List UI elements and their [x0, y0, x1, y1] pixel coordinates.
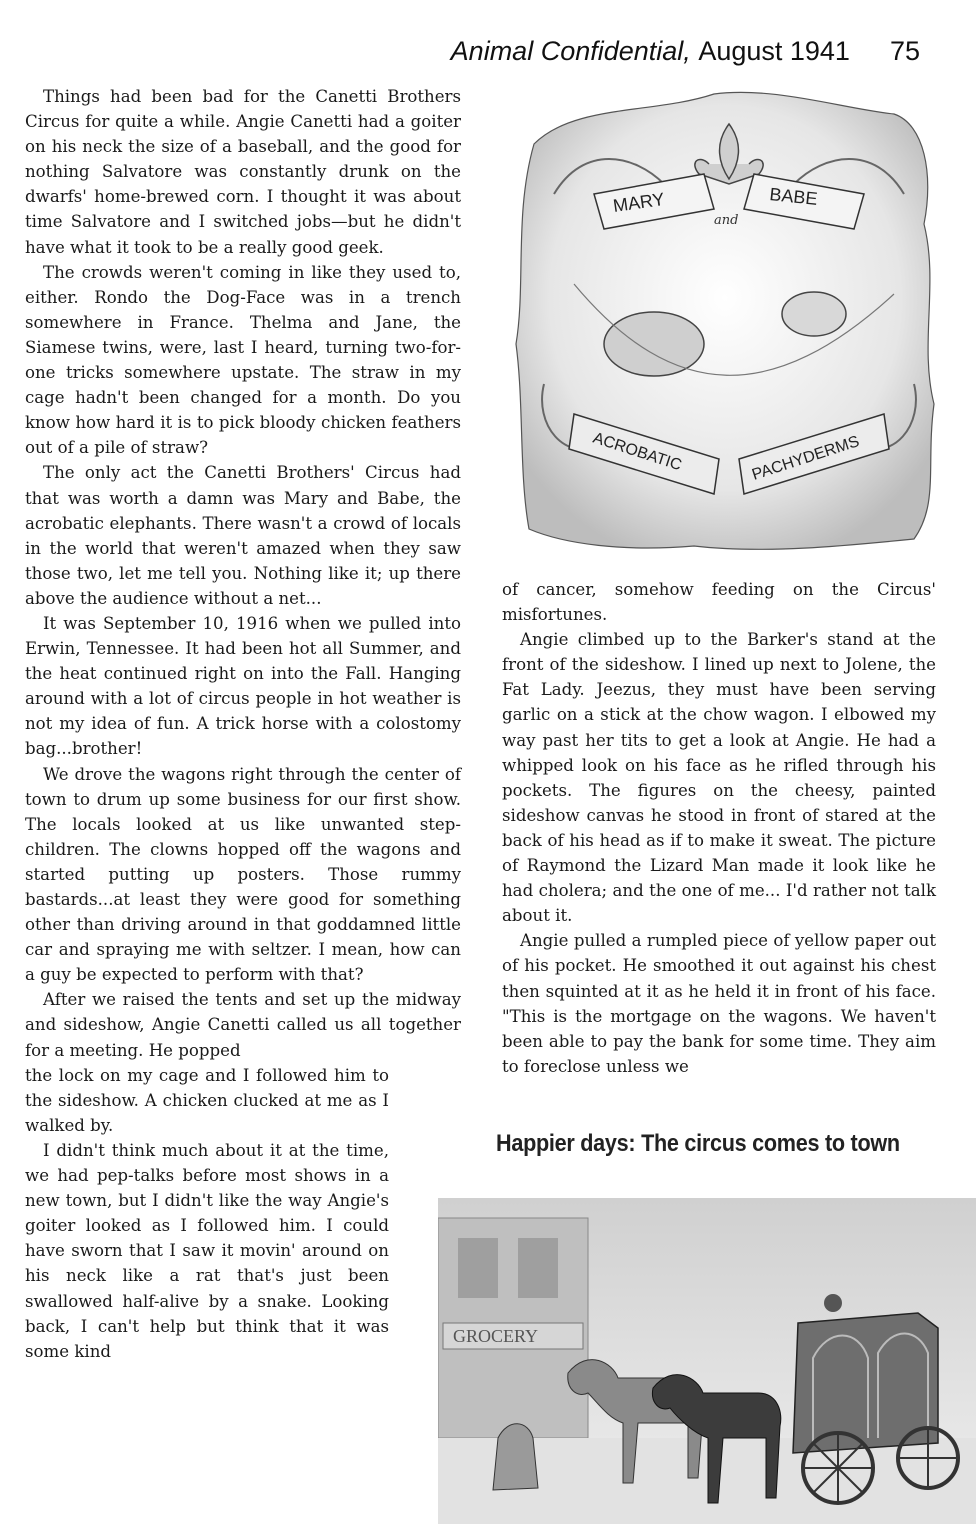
ribbon-text-pachyderms: PACHYDERMS [749, 433, 862, 484]
page-number: 75 [889, 36, 920, 66]
paragraph: Things had been bad for the Canetti Brothers Circus for quite a while. Angie Canetti had a goiter on his neck the size of a baseball, and the good for nothing Salvatore was constantly drunk on the dwarfs' home-brewed corn. I thought it was about time Salvatore and I switched jobs—but he didn't have what it took to be a really good geek. [25, 87, 461, 257]
paragraph: The crowds weren't coming in like they used to, either. Rondo the Dog-Face was in a trench somewhere in France. Thelma and Jane, the Siamese twins, were, last I heard, turning two-for-one tricks somewhere upstate. The straw in my cage hadn't been changed for a month. Do you know how hard it is to pick bloody chicken feathers out of a pile of straw? [25, 262, 461, 458]
paragraph: Angie climbed up to the Barker's stand at the front of the sideshow. I lined up next to Jolene, the Fat Lady. Jeezus, they must have been serving garlic on a stick at the chow wagon. I elbowed my way past her tits to get a look at Angie. He had a whipped look on his face as he rifled through his pockets. The figures on the cheesy, painted sideshow canvas he stood in front of stared at the back of his head as if to make it sweat. The picture of Raymond the Lizard Man made it look like he had cholera; and the one of me... I'd rather not talk about it. [502, 630, 936, 926]
elephant-right [782, 292, 846, 336]
paragraph: The only act the Canetti Brothers' Circus had that was worth a damn was Mary and Babe, the acrobatic elephants. There wasn't a crowd of locals in the world that weren't amazed when they saw those two, let me tell you. Nothing like it; up there above the audience without a net... [25, 463, 461, 608]
paragraph: It was September 10, 1916 when we pulled into Erwin, Tennessee. It had been hot all Summer, and the heat continued right on into the Fall. Hanging around with a lot of circus people in hot weather is not my idea of fun. A trick horse with a colostomy bag...brother! [25, 613, 461, 759]
illustration-caption: Happier days: The circus comes to town [496, 1130, 900, 1157]
left-column [25, 84, 461, 1364]
elephant-left [604, 312, 704, 376]
building-window [458, 1238, 498, 1298]
banner-text-mary: MARY [611, 188, 666, 216]
paragraph: We drove the wagons right through the center of town to drum up some business for our first show. The locals looked at us like unwanted step-children. The clowns hopped off the wagons and started putting up posters. Those rummy bastards...at least they were good for something other than driving around in that goddamned little car and spraying me with seltzer. I mean, how can a guy be expected to perform with that? [25, 764, 461, 985]
banner-text-babe: BABE [768, 184, 819, 209]
mary-and-babe-illustration [514, 84, 944, 554]
ribbon-text-acrobatic: ACROBATIC [590, 429, 684, 475]
circus-parade-illustration [438, 1198, 976, 1524]
driver-figure [824, 1294, 842, 1312]
building-window [518, 1238, 558, 1298]
magazine-title: Animal Confidential, [450, 36, 691, 66]
narrow-text-block [25, 1063, 389, 1364]
paragraph: of cancer, somehow feeding on the Circus' misfortunes. [502, 580, 936, 625]
paragraph: the lock on my cage and I followed him to the sideshow. A chicken clucked at me as I walked by. [25, 1065, 389, 1135]
paragraph: Angie pulled a rumpled piece of yellow paper out of his pocket. He smoothed it out against his chest then squinted at it as he held it in front of his face. "This is the mortgage on the wagons. We haven't been able to pay the bank for some time. They aim to foreclose unless we [502, 931, 936, 1076]
paragraph: After we raised the tents and set up the midway and sideshow, Angie Canetti called us all together for a meeting. He popped [25, 990, 461, 1060]
page-header [451, 36, 920, 72]
storefront-sign: GROCERY [453, 1326, 539, 1346]
right-column [502, 577, 936, 1079]
issue-date: August 1941 [698, 36, 850, 66]
paragraph: I didn't think much about it at the time, we had pep-talks before most shows in a new town, but I didn't like the way Angie's goiter looked as I followed him. I could have sworn that I saw it movin' around on his neck like a rat that's just been swallowed half-alive by a snake. Looking back, I can't help but think that it was some kind [25, 1140, 389, 1361]
banner-text-and: and [714, 213, 739, 228]
